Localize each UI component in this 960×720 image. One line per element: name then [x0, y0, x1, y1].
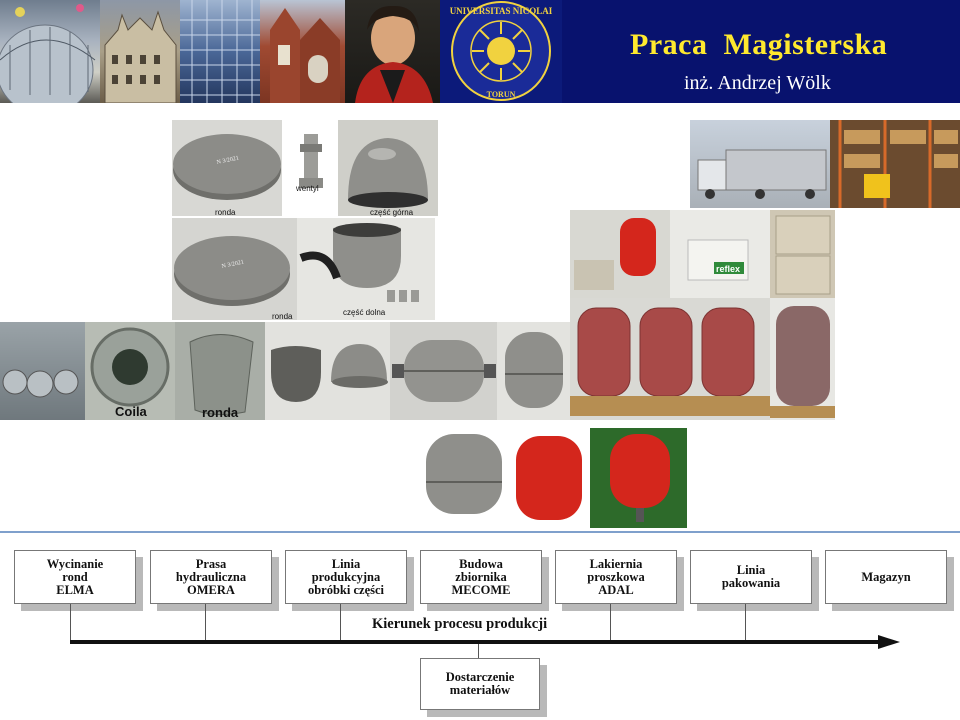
caption-wentyl: wentyl: [296, 184, 319, 193]
process-step-label: Magazyn: [861, 569, 911, 584]
photo-ronda-mid: [172, 218, 297, 320]
process-input-dostarczenie: [420, 658, 540, 710]
connector-line: [610, 604, 611, 640]
connector-line: [70, 604, 71, 640]
photo-czesc-gorna: [338, 120, 438, 216]
photo-pallet-tanks: [570, 298, 770, 420]
svg-text:N 3/2021: N 3/2021: [221, 259, 245, 270]
header-portrait-copernicus: [345, 0, 440, 103]
caption-ronda-mid: ronda: [272, 312, 293, 321]
svg-text:UNIVERSITAS NICOLAI: UNIVERSITAS NICOLAI: [449, 6, 553, 16]
presentation-title: Praca Magisterska: [630, 28, 888, 61]
connector-line: [205, 604, 206, 640]
connector-line: [745, 604, 746, 640]
photo-finished-steel-tank: [420, 428, 508, 528]
process-step-label: Linia pakowania: [721, 563, 781, 590]
photo-tank-welded: [390, 322, 497, 420]
process-direction-label: Kierunek procesu produkcji: [372, 616, 548, 632]
photo-warehouse-forklift: [830, 120, 960, 208]
caption-czesc-dolna: część dolna: [343, 308, 386, 317]
process-step-linia-pakowania: [690, 550, 812, 604]
process-step-label: Dostarczenie materiałów: [445, 670, 515, 697]
process-step-label: Wycinanie rond ELMA: [46, 556, 104, 597]
caption-ronda-top: ronda: [215, 208, 236, 217]
connector-line: [340, 604, 341, 640]
svg-text:N 3/2021: N 3/2021: [216, 155, 240, 166]
svg-text:TORUN: TORUN: [486, 90, 516, 99]
photo-reflex-box: [670, 210, 770, 298]
process-step-label: Linia produkcyjna obróbki części: [307, 556, 385, 597]
photo-ronda-top: [172, 120, 282, 216]
caption-ronda-bottom: ronda: [202, 405, 239, 420]
process-step-lakiernia: [555, 550, 677, 604]
process-step-magazyn: [825, 550, 947, 604]
process-step-prasa: [150, 550, 272, 604]
header-photo-old-town: [100, 0, 180, 103]
header-photo-glass-building: [180, 0, 260, 103]
photo-finished-red-tank-mounted: [590, 428, 687, 528]
process-step-budowa: [420, 550, 542, 604]
caption-czesc-gorna: część górna: [370, 208, 414, 217]
photo-boxes: [770, 210, 835, 298]
photo-coil-warehouse: [0, 322, 85, 420]
header-photo-brick-church: [260, 0, 345, 103]
section-separator: [0, 531, 960, 533]
photo-finished-red-tank: [508, 428, 590, 528]
caption-reflex: reflex: [716, 264, 741, 274]
connector-line: [478, 644, 479, 658]
author-name: inż. Andrzej Wölk: [684, 72, 831, 94]
university-seal: [440, 0, 562, 103]
process-step-label: Budowa zbiornika MECOME: [451, 556, 511, 597]
photo-wrapped-tank: [770, 298, 835, 420]
photo-red-tank-packed: [570, 210, 670, 298]
header-photo-building-dome: [0, 0, 100, 103]
process-step-linia-produkcyjna: [285, 550, 407, 604]
photo-truck: [690, 120, 830, 208]
photo-wentyl: [287, 120, 335, 216]
process-step-wycinanie: [14, 550, 136, 604]
photo-czesc-dolna: [297, 218, 435, 320]
photo-tank-halves: [265, 322, 390, 420]
caption-coila: Coila: [115, 404, 147, 419]
process-direction-arrow: [70, 640, 880, 644]
process-step-label: Prasa hydrauliczna OMERA: [175, 556, 247, 597]
arrowhead-icon: [878, 635, 900, 649]
header-banner: [0, 0, 960, 103]
process-step-label: Lakiernia proszkowa ADAL: [587, 556, 645, 597]
photo-tank-raw: [497, 322, 570, 420]
